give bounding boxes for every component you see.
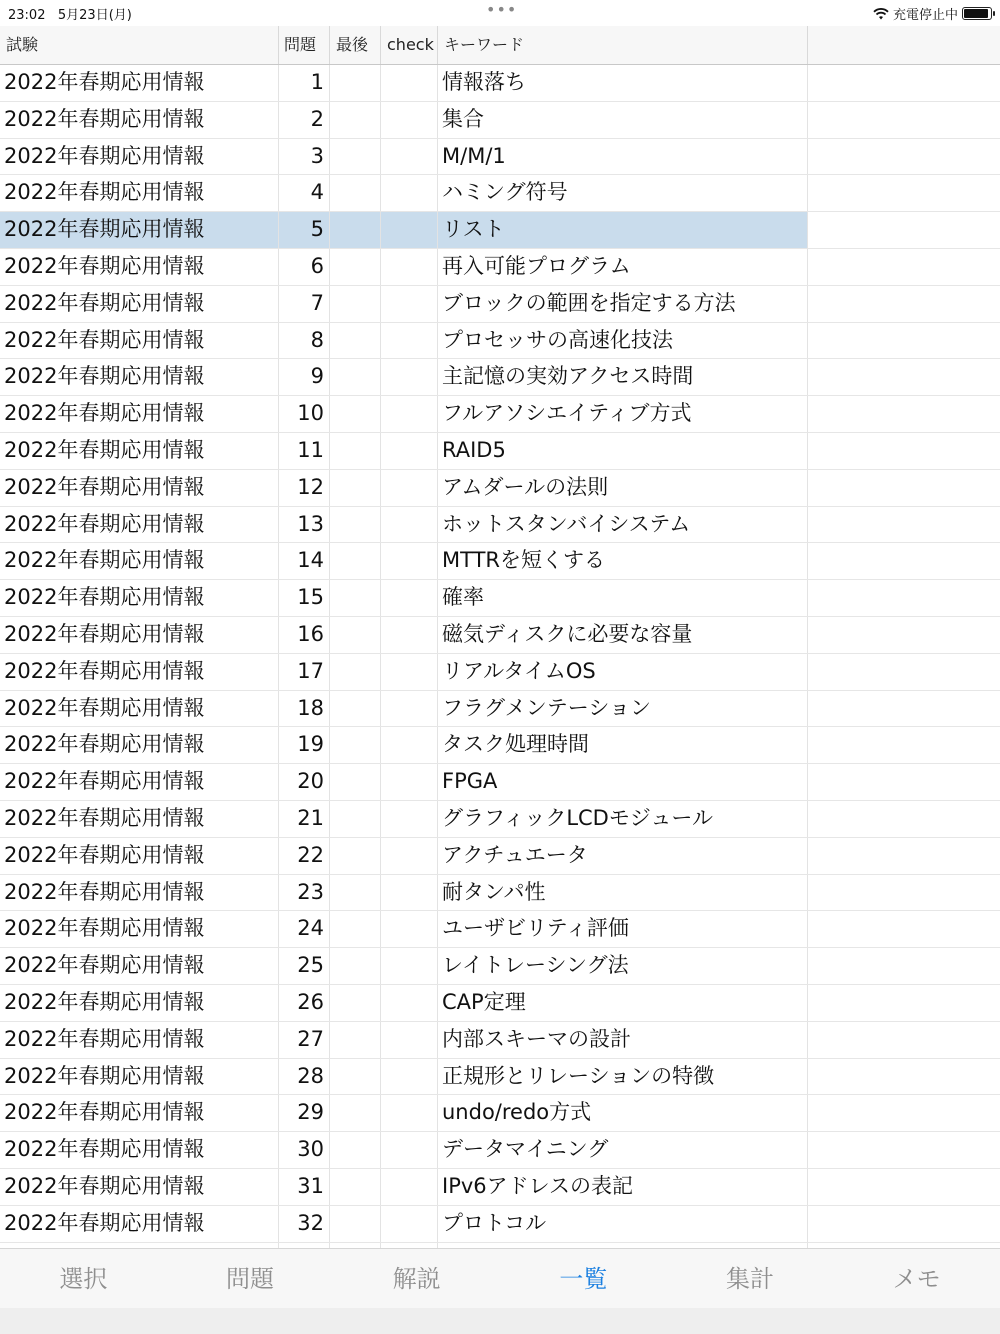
cell-spacer	[808, 1095, 1000, 1131]
table-row[interactable]	[0, 433, 1000, 470]
cell-last	[330, 175, 381, 211]
cell-last	[330, 1022, 381, 1058]
header-last[interactable]: 最後	[330, 26, 381, 64]
cell-check	[381, 801, 438, 837]
cell-exam: 2022年春期応用情報	[0, 691, 279, 727]
status-bar	[0, 0, 1000, 26]
cell-check	[381, 764, 438, 800]
cell-keyword: MTTRを短くする	[438, 543, 808, 579]
table-row[interactable]	[0, 1022, 1000, 1059]
cell-question-number: 29	[279, 1095, 330, 1131]
cell-exam: 2022年春期応用情報	[0, 801, 279, 837]
cell-check	[381, 1095, 438, 1131]
cell-question-number: 20	[279, 764, 330, 800]
cell-question-number: 24	[279, 911, 330, 947]
cell-question-number: 9	[279, 359, 330, 395]
tab-bar	[0, 1248, 1000, 1309]
cell-exam: 2022年春期応用情報	[0, 875, 279, 911]
cell-question-number: 12	[279, 470, 330, 506]
cell-keyword: プロセッサの高速化技法	[438, 323, 808, 359]
cell-keyword: 耐タンパ性	[438, 875, 808, 911]
cell-question-number: 14	[279, 543, 330, 579]
cell-spacer	[808, 286, 1000, 322]
table-row[interactable]	[0, 580, 1000, 617]
cell-keyword: 再入可能プログラム	[438, 249, 808, 285]
cell-check	[381, 1059, 438, 1095]
status-right	[873, 4, 992, 23]
cell-spacer	[808, 985, 1000, 1021]
cell-check	[381, 102, 438, 138]
cell-last	[330, 1095, 381, 1131]
table-row[interactable]	[0, 1206, 1000, 1243]
cell-last	[330, 323, 381, 359]
table-row[interactable]	[0, 801, 1000, 838]
cell-check	[381, 948, 438, 984]
cell-keyword: 情報落ち	[438, 65, 808, 101]
table-row[interactable]	[0, 286, 1000, 323]
cell-question-number: 15	[279, 580, 330, 616]
table-body	[0, 65, 1000, 1279]
table-row[interactable]	[0, 764, 1000, 801]
cell-keyword: フルアソシエイティブ方式	[438, 396, 808, 432]
cell-spacer	[808, 911, 1000, 947]
cell-last	[330, 580, 381, 616]
table-header	[0, 26, 1000, 65]
table-row[interactable]	[0, 543, 1000, 580]
cell-exam: 2022年春期応用情報	[0, 1059, 279, 1095]
cell-last	[330, 911, 381, 947]
cell-keyword: タスク処理時間	[438, 727, 808, 763]
cell-keyword: レイトレーシング法	[438, 948, 808, 984]
cell-last	[330, 543, 381, 579]
tab-1[interactable]: 問題	[226, 1265, 274, 1293]
charging-status: 充電停止中	[892, 8, 958, 23]
table-row[interactable]	[0, 617, 1000, 654]
tab-5[interactable]: メモ	[892, 1265, 941, 1293]
table-row[interactable]	[0, 396, 1000, 433]
cell-exam: 2022年春期応用情報	[0, 985, 279, 1021]
table-row[interactable]	[0, 875, 1000, 912]
cell-keyword: プロトコル	[438, 1206, 808, 1242]
cell-spacer	[808, 727, 1000, 763]
cell-keyword: 内部スキーマの設計	[438, 1022, 808, 1058]
cell-question-number: 17	[279, 654, 330, 690]
table-row[interactable]	[0, 470, 1000, 507]
cell-last	[330, 875, 381, 911]
cell-last	[330, 838, 381, 874]
cell-question-number: 8	[279, 323, 330, 359]
cell-last	[330, 654, 381, 690]
cell-spacer	[808, 1059, 1000, 1095]
cell-check	[381, 65, 438, 101]
table-row[interactable]	[0, 249, 1000, 286]
cell-question-number: 25	[279, 948, 330, 984]
table-row[interactable]	[0, 985, 1000, 1022]
cell-question-number: 26	[279, 985, 330, 1021]
tab-4[interactable]: 集計	[726, 1265, 775, 1293]
cell-exam: 2022年春期応用情報	[0, 1095, 279, 1131]
cell-exam: 2022年春期応用情報	[0, 433, 279, 469]
cell-check	[381, 1022, 438, 1058]
table-row[interactable]	[0, 212, 1000, 249]
table-row[interactable]	[0, 727, 1000, 764]
cell-exam: 2022年春期応用情報	[0, 838, 279, 874]
cell-check	[381, 249, 438, 285]
cell-spacer	[808, 323, 1000, 359]
cell-question-number: 10	[279, 396, 330, 432]
table-row[interactable]	[0, 102, 1000, 139]
cell-keyword: CAP定理	[438, 985, 808, 1021]
table-row[interactable]	[0, 359, 1000, 396]
cell-check	[381, 727, 438, 763]
cell-keyword: フラグメンテーション	[438, 691, 808, 727]
cell-exam: 2022年春期応用情報	[0, 323, 279, 359]
table-row[interactable]	[0, 65, 1000, 102]
cell-exam: 2022年春期応用情報	[0, 764, 279, 800]
cell-spacer	[808, 543, 1000, 579]
table-row[interactable]	[0, 911, 1000, 948]
cell-keyword: アムダールの法則	[438, 470, 808, 506]
cell-exam: 2022年春期応用情報	[0, 580, 279, 616]
table-row[interactable]	[0, 323, 1000, 360]
cell-exam: 2022年春期応用情報	[0, 617, 279, 653]
cell-last	[330, 727, 381, 763]
cell-question-number: 2	[279, 102, 330, 138]
cell-last	[330, 139, 381, 175]
cell-check	[381, 212, 438, 248]
cell-spacer	[808, 470, 1000, 506]
cell-check	[381, 359, 438, 395]
cell-exam: 2022年春期応用情報	[0, 727, 279, 763]
cell-keyword: 正規形とリレーションの特徴	[438, 1059, 808, 1095]
cell-spacer	[808, 507, 1000, 543]
cell-question-number: 27	[279, 1022, 330, 1058]
cell-check	[381, 617, 438, 653]
cell-exam: 2022年春期応用情報	[0, 212, 279, 248]
cell-check	[381, 1206, 438, 1242]
cell-exam: 2022年春期応用情報	[0, 543, 279, 579]
battery-icon	[962, 7, 992, 20]
cell-last	[330, 801, 381, 837]
cell-question-number: 21	[279, 801, 330, 837]
cell-question-number: 5	[279, 212, 330, 248]
cell-keyword: ハミング符号	[438, 175, 808, 211]
cell-keyword: リスト	[438, 212, 808, 248]
cell-last	[330, 1059, 381, 1095]
home-indicator-area	[0, 1308, 1000, 1334]
cell-last	[330, 985, 381, 1021]
cell-last	[330, 286, 381, 322]
cell-question-number: 6	[279, 249, 330, 285]
cell-spacer	[808, 764, 1000, 800]
cell-keyword: 主記憶の実効アクセス時間	[438, 359, 808, 395]
table-row[interactable]	[0, 654, 1000, 691]
cell-question-number: 4	[279, 175, 330, 211]
tab-0[interactable]: 選択	[59, 1265, 108, 1293]
cell-question-number: 18	[279, 691, 330, 727]
cell-last	[330, 764, 381, 800]
cell-check	[381, 139, 438, 175]
cell-spacer	[808, 139, 1000, 175]
table-row[interactable]	[0, 948, 1000, 985]
cell-exam: 2022年春期応用情報	[0, 359, 279, 395]
cell-last	[330, 102, 381, 138]
cell-last	[330, 617, 381, 653]
cell-keyword: アクチュエータ	[438, 838, 808, 874]
cell-exam: 2022年春期応用情報	[0, 175, 279, 211]
cell-question-number: 13	[279, 507, 330, 543]
cell-question-number: 30	[279, 1132, 330, 1168]
header-question[interactable]: 問題	[279, 26, 330, 64]
cell-spacer	[808, 102, 1000, 138]
tab-3[interactable]: 一覧	[559, 1265, 608, 1293]
cell-spacer	[808, 65, 1000, 101]
cell-spacer	[808, 249, 1000, 285]
cell-spacer	[808, 948, 1000, 984]
cell-spacer	[808, 838, 1000, 874]
cell-check	[381, 654, 438, 690]
table-row[interactable]	[0, 1059, 1000, 1096]
cell-check	[381, 323, 438, 359]
multitask-dots-icon[interactable]: •••	[486, 0, 518, 19]
cell-spacer	[808, 1022, 1000, 1058]
cell-keyword: RAID5	[438, 433, 808, 469]
cell-last	[330, 65, 381, 101]
cell-last	[330, 359, 381, 395]
cell-question-number: 31	[279, 1169, 330, 1205]
cell-question-number: 16	[279, 617, 330, 653]
cell-exam: 2022年春期応用情報	[0, 654, 279, 690]
table-row[interactable]	[0, 691, 1000, 728]
table-row[interactable]	[0, 838, 1000, 875]
cell-check	[381, 911, 438, 947]
question-list-table	[0, 26, 1000, 1279]
cell-exam: 2022年春期応用情報	[0, 470, 279, 506]
cell-exam: 2022年春期応用情報	[0, 1132, 279, 1168]
cell-exam: 2022年春期応用情報	[0, 507, 279, 543]
cell-keyword: ユーザビリティ評価	[438, 911, 808, 947]
cell-spacer	[808, 175, 1000, 211]
header-exam[interactable]: 試験	[0, 26, 279, 64]
cell-spacer	[808, 359, 1000, 395]
cell-exam: 2022年春期応用情報	[0, 911, 279, 947]
cell-check	[381, 838, 438, 874]
cell-question-number: 19	[279, 727, 330, 763]
cell-spacer	[808, 580, 1000, 616]
cell-check	[381, 985, 438, 1021]
cell-keyword: M/M/1	[438, 139, 808, 175]
cell-check	[381, 875, 438, 911]
cell-last	[330, 948, 381, 984]
cell-question-number: 3	[279, 139, 330, 175]
cell-keyword: 集合	[438, 102, 808, 138]
cell-spacer	[808, 433, 1000, 469]
cell-exam: 2022年春期応用情報	[0, 65, 279, 101]
cell-last	[330, 1132, 381, 1168]
table-row[interactable]	[0, 1095, 1000, 1132]
cell-check	[381, 543, 438, 579]
time-text: 23:02	[8, 8, 46, 23]
cell-keyword: ホットスタンバイシステム	[438, 507, 808, 543]
cell-last	[330, 212, 381, 248]
cell-keyword: FPGA	[438, 764, 808, 800]
cell-spacer	[808, 1169, 1000, 1205]
cell-check	[381, 691, 438, 727]
cell-question-number: 7	[279, 286, 330, 322]
status-time	[8, 4, 132, 23]
cell-check	[381, 1169, 438, 1205]
cell-exam: 2022年春期応用情報	[0, 1169, 279, 1205]
cell-last	[330, 433, 381, 469]
cell-keyword: undo/redo方式	[438, 1095, 808, 1131]
cell-check	[381, 286, 438, 322]
cell-spacer	[808, 1206, 1000, 1242]
cell-keyword: 確率	[438, 580, 808, 616]
cell-keyword: ブロックの範囲を指定する方法	[438, 286, 808, 322]
cell-check	[381, 580, 438, 616]
cell-check	[381, 470, 438, 506]
table-row[interactable]	[0, 1132, 1000, 1169]
table-row[interactable]	[0, 507, 1000, 544]
date-text: 5月23日(月)	[57, 8, 132, 23]
cell-exam: 2022年春期応用情報	[0, 1206, 279, 1242]
cell-question-number: 22	[279, 838, 330, 874]
cell-last	[330, 470, 381, 506]
cell-last	[330, 396, 381, 432]
cell-exam: 2022年春期応用情報	[0, 286, 279, 322]
table-row[interactable]	[0, 139, 1000, 176]
cell-last	[330, 507, 381, 543]
cell-spacer	[808, 801, 1000, 837]
cell-exam: 2022年春期応用情報	[0, 102, 279, 138]
cell-check	[381, 396, 438, 432]
cell-question-number: 23	[279, 875, 330, 911]
cell-check	[381, 175, 438, 211]
cell-question-number: 11	[279, 433, 330, 469]
cell-spacer	[808, 396, 1000, 432]
cell-exam: 2022年春期応用情報	[0, 396, 279, 432]
cell-spacer	[808, 875, 1000, 911]
cell-last	[330, 249, 381, 285]
cell-last	[330, 1206, 381, 1242]
cell-question-number: 1	[279, 65, 330, 101]
cell-keyword: IPv6アドレスの表記	[438, 1169, 808, 1205]
cell-exam: 2022年春期応用情報	[0, 948, 279, 984]
wifi-icon	[873, 8, 889, 20]
cell-check	[381, 507, 438, 543]
cell-check	[381, 433, 438, 469]
cell-spacer	[808, 617, 1000, 653]
cell-exam: 2022年春期応用情報	[0, 1022, 279, 1058]
cell-keyword: リアルタイムOS	[438, 654, 808, 690]
cell-spacer	[808, 691, 1000, 727]
cell-exam: 2022年春期応用情報	[0, 139, 279, 175]
cell-keyword: グラフィックLCDモジュール	[438, 801, 808, 837]
cell-spacer	[808, 654, 1000, 690]
cell-keyword: 磁気ディスクに必要な容量	[438, 617, 808, 653]
header-keyword[interactable]: キーワード	[438, 26, 808, 64]
table-row[interactable]	[0, 1169, 1000, 1206]
cell-last	[330, 691, 381, 727]
cell-spacer	[808, 212, 1000, 248]
table-row[interactable]	[0, 175, 1000, 212]
header-check[interactable]: check	[381, 26, 438, 64]
cell-question-number: 28	[279, 1059, 330, 1095]
cell-last	[330, 1169, 381, 1205]
cell-exam: 2022年春期応用情報	[0, 249, 279, 285]
cell-question-number: 32	[279, 1206, 330, 1242]
cell-keyword: データマイニング	[438, 1132, 808, 1168]
cell-check	[381, 1132, 438, 1168]
cell-spacer	[808, 1132, 1000, 1168]
header-spacer	[808, 26, 1000, 64]
tab-2[interactable]: 解説	[392, 1265, 441, 1293]
